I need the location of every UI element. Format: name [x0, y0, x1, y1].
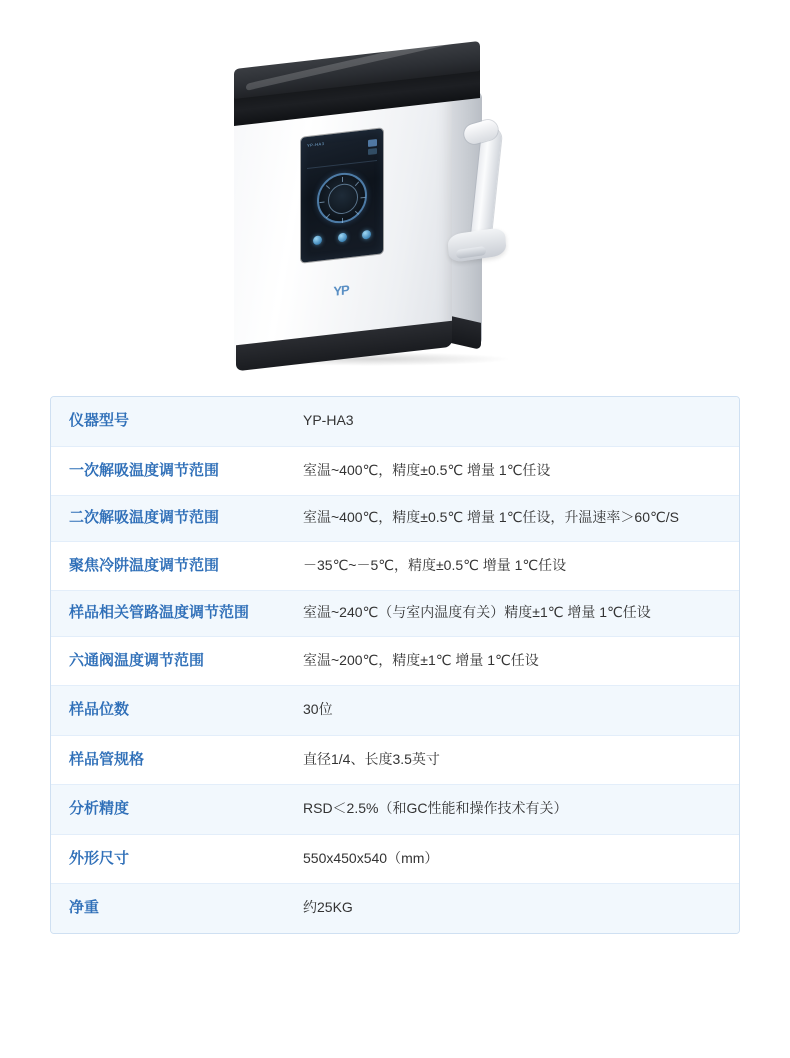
spec-value: 30位 [303, 701, 333, 718]
device-illustration [228, 55, 528, 365]
table-row [51, 496, 739, 542]
spec-value: 室温~200℃，精度±1℃ 增量 1℃任设 [303, 651, 539, 668]
device-arm-foot [447, 227, 506, 263]
table-row [51, 591, 739, 637]
spec-key: 样品位数 [69, 701, 130, 718]
spec-key: 二次解吸温度调节范围 [69, 509, 220, 526]
screen-button-icon [338, 232, 347, 242]
spec-key: 一次解吸温度调节范围 [69, 461, 220, 479]
table-row [51, 785, 739, 835]
screen-dial-icon [317, 170, 367, 226]
spec-value: 室温~400℃，精度±0.5℃ 增量 1℃任设，升温速率＞60℃/S [303, 509, 679, 526]
spec-value: 550x450x540（mm） [303, 849, 439, 866]
table-row [51, 542, 739, 592]
specification-table [50, 396, 740, 934]
spec-key: 外形尺寸 [69, 849, 130, 867]
table-row [51, 884, 739, 933]
spec-value: 约25KG [303, 899, 353, 916]
table-row [51, 835, 739, 885]
spec-value: －35℃~－5℃，精度±0.5℃ 增量 1℃任设 [303, 556, 567, 573]
spec-key: 仪器型号 [69, 412, 130, 429]
screen-header-label: YP-HA3 [307, 140, 325, 148]
screen-button-icon [362, 230, 371, 240]
table-row [51, 397, 739, 447]
table-row [51, 736, 739, 786]
spec-key: 样品相关管路温度调节范围 [69, 604, 250, 621]
screen-indicator-secondary [368, 148, 377, 155]
screen-button-row [313, 230, 371, 246]
spec-value: YP-HA3 [303, 412, 354, 429]
spec-key: 分析精度 [69, 800, 130, 817]
table-row [51, 447, 739, 497]
device-screen [301, 128, 383, 262]
product-photo [0, 0, 790, 390]
screen-indicator-primary [368, 139, 377, 147]
spec-value: 室温~240℃（与室内温度有关）精度±1℃ 增量 1℃任设 [303, 604, 651, 621]
table-row [51, 686, 739, 736]
spec-key: 样品管规格 [69, 750, 145, 768]
spec-key: 六通阀温度调节范围 [69, 651, 205, 669]
table-row [51, 637, 739, 687]
device-arm [450, 128, 508, 286]
screen-button-icon [313, 235, 322, 245]
spec-value: 室温~400℃，精度±0.5℃ 增量 1℃任设 [303, 461, 551, 478]
screen-header [307, 135, 377, 169]
brand-logo: YP [333, 282, 349, 299]
spec-value: RSD＜2.5%（和GC性能和操作技术有关） [303, 800, 568, 817]
spec-value: 直径1/4、长度3.5英寸 [303, 750, 440, 767]
spec-key: 聚焦冷阱温度调节范围 [69, 556, 220, 574]
spec-key: 净重 [69, 899, 100, 916]
